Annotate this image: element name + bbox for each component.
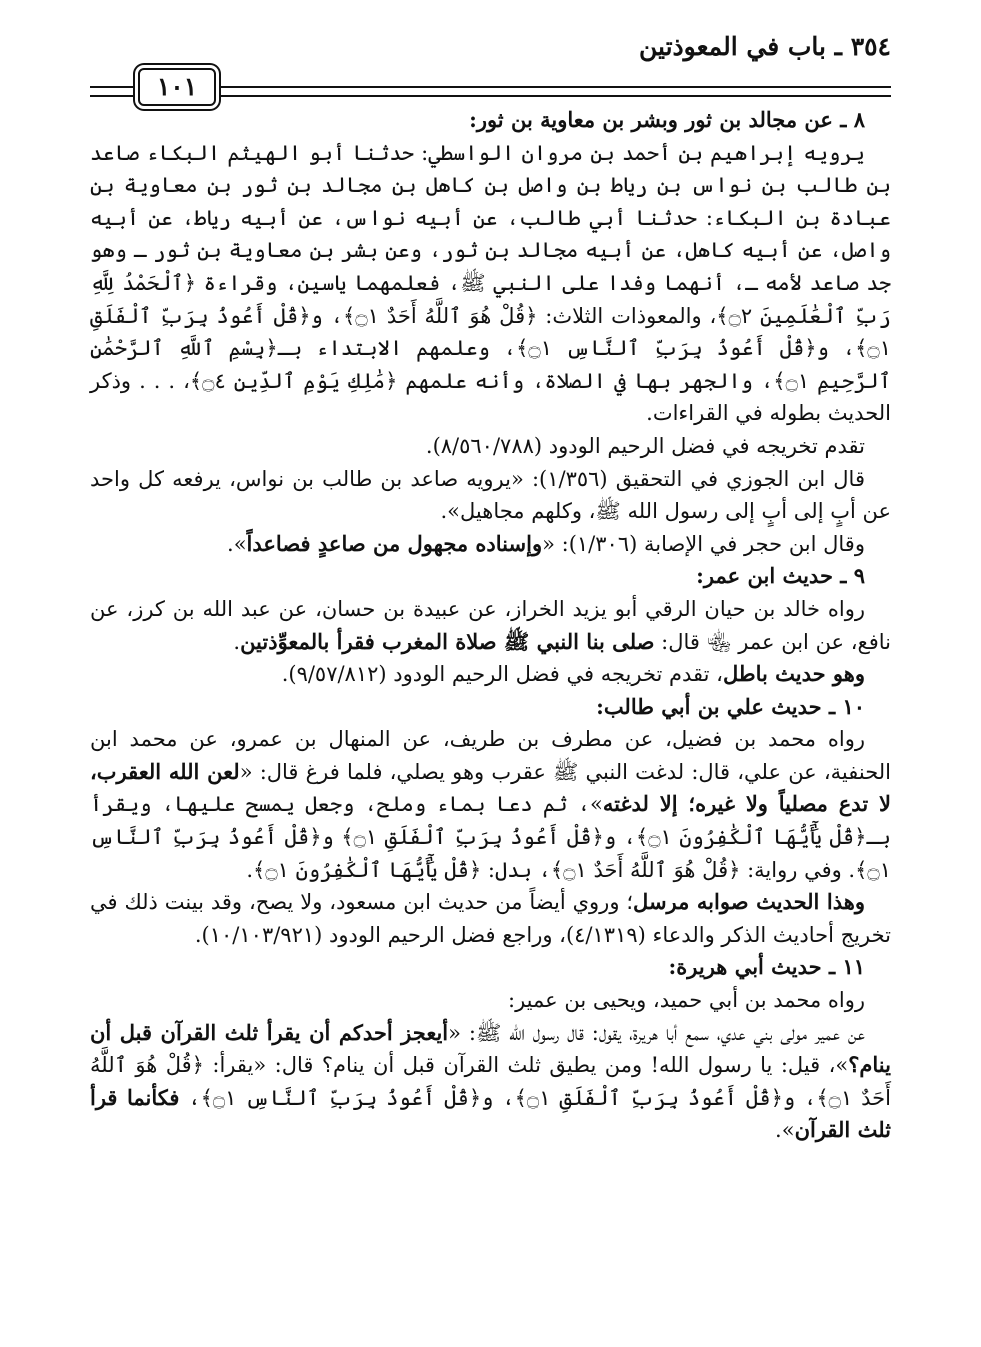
paragraph: قال ابن الجوزي في التحقيق (١/٣٥٦): «يرويه صاعد بن طالب بن نواس، يرفعه كل واحد عن أبٍ إلى أبٍ إلى رسول الله ﷺ، وكلهم مجاهيل». bbox=[90, 466, 891, 524]
page-header bbox=[90, 28, 891, 101]
paragraph: رواه محمد بن فضيل، عن مطرف بن طريف، عن المنهال بن عمرو، عن محمد ابن الحنفية، عن علي، قال: لدغت النبي ﷺ عقرب وهو يصلي، فلما فرغ قال: «لعن الله العقرب، لا تدع مصلياً ولا غيره؛ إلا لدغته»، ثم دعا بماء وملح، وجعل يمسح عليها، ويقرأ بـ﴿قُلْ يَٰٓأَيُّهَا ٱلْكَٰفِرُونَ ۝١﴾، و﴿قُلْ أَعُوذُ بِرَبِّ ٱلْفَلَقِ ۝١﴾ و﴿قُلْ أَعُوذُ بِرَبِّ ٱلنَّاسِ ۝١﴾. وفي رواية: ﴿قُلْ هُوَ ٱللَّهُ أَحَدٌ ۝١﴾، بدل: ﴿قُلْ يَٰٓأَيُّهَا ٱلْكَٰفِرُونَ ۝١﴾. bbox=[90, 727, 891, 882]
paragraph: عن عمير مولى بني عدي، سمع أبا هريرة، يقول: قال رسول الله ﷺ: «أيعجز أحدكم أن يقرأ ثلث القرآن قبل أن ينام؟»، قيل: يا رسول الله! ومن يطيق ثلث القرآن قبل أن ينام؟ قال: «يقرأ: ﴿قُلْ هُوَ ٱللَّهُ أَحَدٌ ۝١﴾، و﴿قُلْ أَعُوذُ بِرَبِّ ٱلْفَلَقِ ۝١﴾، و﴿قُلْ أَعُوذُ بِرَبِّ ٱلنَّاسِ ۝١﴾، فكأنما قرأ ثلث القرآن». bbox=[90, 1019, 891, 1143]
page-number-badge bbox=[138, 68, 216, 106]
page-body bbox=[90, 104, 891, 1147]
paragraph: تقدم تخريجه في فضل الرحيم الودود (٨/٥٦٠/٧٨٨). bbox=[425, 433, 865, 458]
paragraph: رواه خالد بن حيان الرقي أبو يزيد الخراز، عن عبيدة بن حسان، عن عبد الله بن كرز، عن نافع، عن ابن عمر ﵄ قال: صلى بنا النبي ﷺ صلاة المغرب فقرأ بالمعوِّذتين. bbox=[90, 596, 891, 654]
paragraph: وقال ابن حجر في الإصابة (١/٣٠٦): «وإسناده مجهول من صاعدٍ فصاعداً». bbox=[227, 530, 865, 556]
paragraph: رواه محمد بن أبي حميد، ويحيى بن عمير: bbox=[508, 988, 865, 1013]
page-number: ١٠١ bbox=[156, 72, 198, 101]
paragraph: وهو حديث باطل، تقدم تخريجه في فضل الرحيم الودود (٩/٥٧/٨١٢). bbox=[281, 661, 865, 687]
section-heading: ٨ ـ عن مجالد بن ثور وبشر بن معاوية بن ثور: bbox=[469, 107, 865, 132]
section-heading: ١٠ ـ حديث علي بن أبي طالب: bbox=[596, 693, 865, 719]
section-heading: ١١ ـ حديث أبي هريرة: bbox=[668, 954, 865, 980]
chapter-title: ٣٥٤ ـ باب في المعوذتين bbox=[639, 32, 891, 61]
section-heading: ٩ ـ حديث ابن عمر: bbox=[696, 563, 865, 589]
paragraph: وهذا الحديث صوابه مرسل؛ وروي أيضاً من حديث ابن مسعود، ولا يصح، وقد بينت ذلك في تخريج أحاديث الذكر والدعاء (٤/١٣١٩)، وراجع فضل الرحيم الودود (١٠/١٠٣/٩٢١). bbox=[90, 889, 891, 947]
paragraph: يرويه إبراهيم بن أحمد بن مروان الواسطي: حدثنا أبو الهيثم البكاء صاعد بن طالب بن نواس بن رياط بن واصل بن كاهل بن مجالد بن ثور بن معاوية بن عبادة بن البكاء: حدثنا أبي طالب، عن أبيه نواس، عن أبيه رياط، عن أبيه واصل، عن أبيه كاهل، عن أبيه مجالد بن ثور، وعن بشر بن معاوية بن ثور ـ وهو جد صاعد لأمه ـ، أنهما وفدا على النبي ﷺ، فعلمهما ياسين، وقراءة ﴿ٱلْحَمْدُ لِلَّهِ رَبِّ ٱلْعَٰلَمِينَ ۝٢﴾، والمعوذات الثلاث: ﴿قُلْ هُوَ ٱللَّهُ أَحَدٌ ۝١﴾، و﴿قُلْ أَعُوذُ بِرَبِّ ٱلْفَلَقِ ۝١﴾، و﴿قُلْ أَعُوذُ بِرَبِّ ٱلنَّاسِ ۝١﴾، وعلمهم الابتداء بـ﴿بِسْمِ ٱللَّهِ ٱلرَّحْمَٰنِ ٱلرَّحِيمِ ۝١﴾، والجهر بها في الصلاة، وأنه علمهم ﴿مَٰلِكِ يَوْمِ ٱلدِّينِ ۝٤﴾، . . . وذكر الحديث بطوله في القراءات. bbox=[90, 140, 892, 426]
